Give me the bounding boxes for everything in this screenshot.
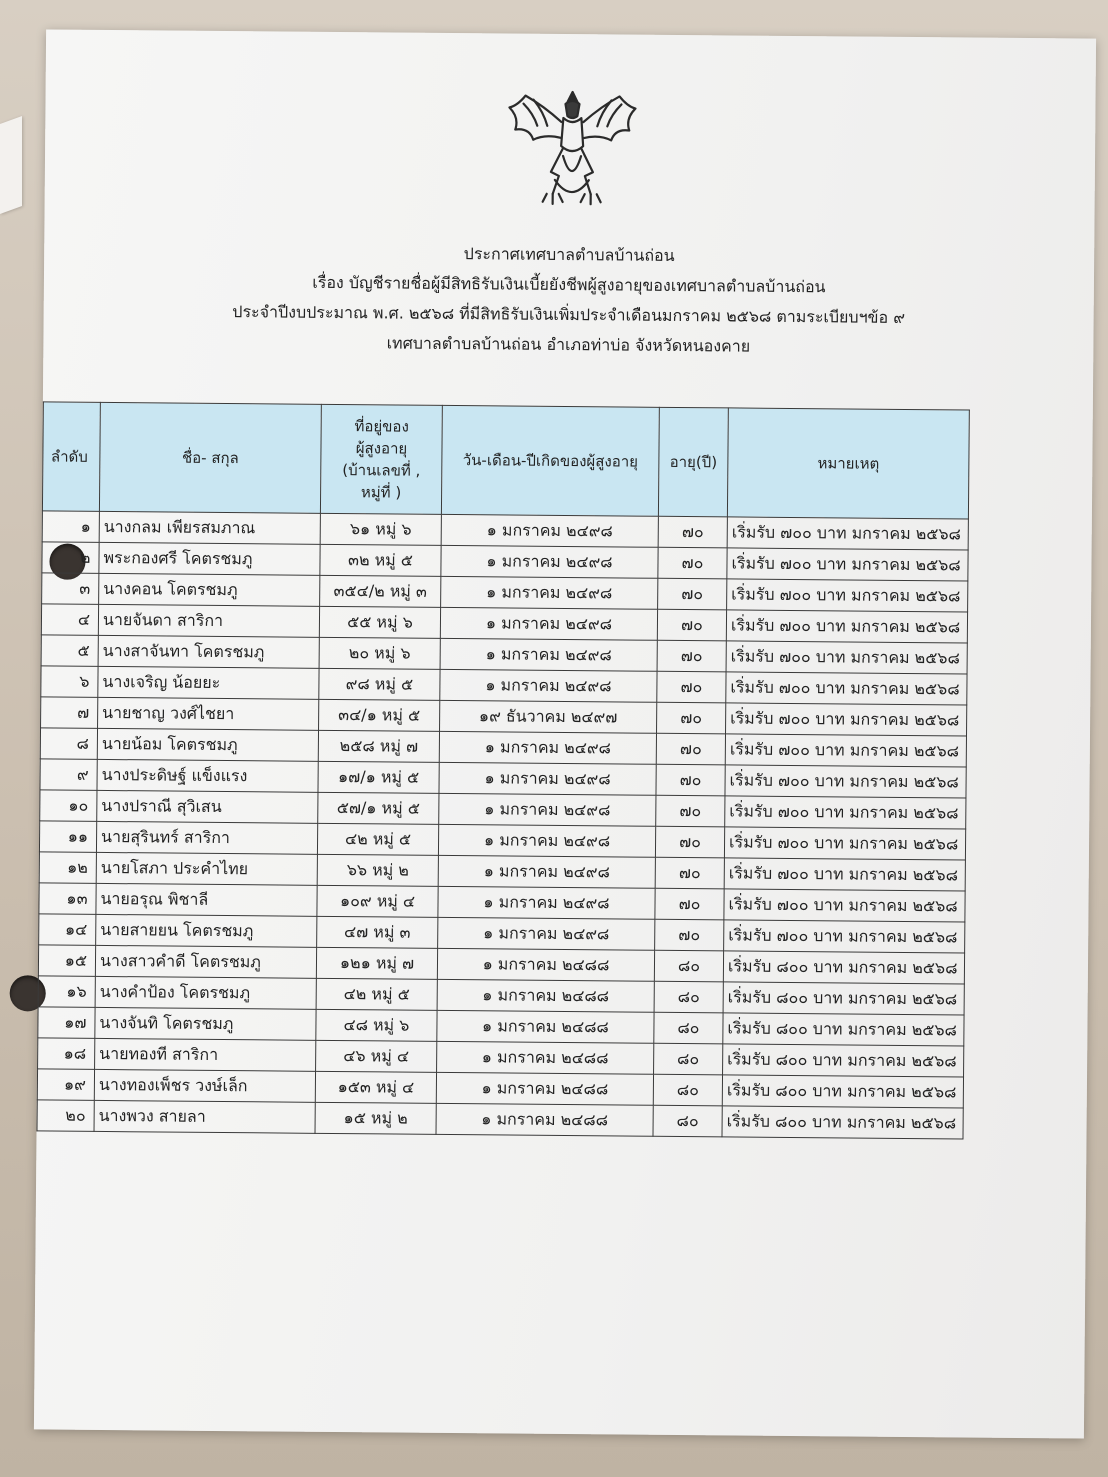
cell-dob: ๑ มกราคม ๒๔๙๘ (439, 793, 656, 826)
cell-note: เริ่มรับ ๗๐๐ บาท มกราคม ๒๕๖๘ (725, 734, 966, 767)
cell-address: ๕๕ หมู่ ๖ (319, 606, 440, 638)
col-header-age: อายุ(ปี) (658, 407, 728, 517)
cell-note: เริ่มรับ ๗๐๐ บาท มกราคม ๒๕๖๘ (724, 858, 965, 891)
cell-name: นายจันดา สาริกา (98, 604, 319, 637)
cell-address: ๔๗ หมู่ ๓ (317, 916, 438, 948)
cell-age: ๗๐ (655, 919, 724, 951)
cell-note: เริ่มรับ ๗๐๐ บาท มกราคม ๒๕๖๘ (726, 610, 967, 643)
cell-age: ๘๐ (654, 950, 723, 982)
cell-age: ๗๐ (655, 857, 724, 889)
cell-no: ๑๕ (38, 945, 95, 976)
cell-age: ๗๐ (657, 609, 726, 641)
cell-dob: ๑ มกราคม ๒๔๙๘ (438, 917, 655, 950)
cell-note: เริ่มรับ ๗๐๐ บาท มกราคม ๒๕๖๘ (724, 889, 965, 922)
cell-age: ๗๐ (657, 702, 726, 734)
cell-note: เริ่มรับ ๗๐๐ บาท มกราคม ๒๕๖๘ (724, 827, 965, 860)
col-header-name: ชื่อ- สกุล (99, 402, 321, 513)
cell-name: นางสาวคำดี โคตรชมภู (95, 945, 316, 978)
cell-age: ๗๐ (656, 764, 725, 796)
cell-age: ๘๐ (654, 981, 723, 1013)
table-body (37, 511, 968, 1139)
cell-dob: ๑ มกราคม ๒๔๙๘ (439, 762, 656, 795)
cell-name: นางเจริญ น้อยยะ (98, 666, 319, 699)
header-period: ประจำปีงบประมาณ พ.ศ. ๒๕๖๘ ที่มีสิทธิรับเงินเพิ่มประจำเดือนมกราคม ๒๕๖๘ ตามระเบียบฯข้อ ๙ (232, 302, 906, 327)
garuda-emblem-icon (503, 85, 642, 208)
cell-dob: ๑ มกราคม ๒๔๙๘ (438, 886, 655, 919)
cell-no: ๑๔ (39, 914, 96, 945)
cell-name: นายสายยน โคตรชมภู (96, 914, 317, 947)
cell-note: เริ่มรับ ๘๐๐ บาท มกราคม ๒๕๖๘ (722, 1106, 963, 1139)
cell-note: เริ่มรับ ๗๐๐ บาท มกราคม ๒๕๖๘ (727, 548, 968, 581)
cell-dob: ๑ มกราคม ๒๔๘๘ (437, 1010, 654, 1043)
cell-dob: ๑ มกราคม ๒๔๘๘ (437, 948, 654, 981)
adjacent-paper-edge (0, 116, 22, 214)
cell-note: เริ่มรับ ๘๐๐ บาท มกราคม ๒๕๖๘ (723, 1044, 964, 1077)
cell-address: ๒๕๘ หมู่ ๗ (318, 730, 439, 762)
cell-dob: ๑ มกราคม ๒๔๙๘ (438, 824, 655, 857)
cell-no: ๑๖ (38, 976, 95, 1007)
cell-age: ๗๐ (655, 826, 724, 858)
col-header-address-l1: ที่อยู่ของ (354, 417, 409, 436)
header-location: เทศบาลตำบลบ้านถ่อน อำเภอท่าบ่อ จังหวัดหนองคาย (386, 333, 751, 356)
cell-address: ๔๖ หมู่ ๔ (316, 1040, 437, 1072)
cell-no: ๑ (42, 511, 99, 542)
document-page (34, 29, 1096, 1438)
cell-name: นางพวง สายลา (94, 1100, 315, 1133)
cell-dob: ๑ มกราคม ๒๔๙๘ (440, 607, 657, 640)
cell-address: ๔๒ หมู่ ๕ (317, 823, 438, 855)
cell-address: ๙๘ หมู่ ๕ (319, 668, 440, 700)
cell-dob: ๑ มกราคม ๒๔๘๘ (436, 1072, 653, 1105)
cell-name: นายน้อม โคตรชมภู (97, 728, 318, 761)
cell-no: ๑๓ (39, 883, 96, 914)
cell-no: ๕ (41, 635, 98, 666)
cell-no: ๓ (42, 573, 99, 604)
cell-no: ๑๘ (38, 1038, 95, 1069)
cell-dob: ๑ มกราคม ๒๔๘๘ (437, 1041, 654, 1074)
cell-note: เริ่มรับ ๘๐๐ บาท มกราคม ๒๕๖๘ (722, 1075, 963, 1108)
document-header (43, 235, 1094, 364)
col-header-note: หมายเหตุ (727, 408, 969, 519)
cell-age: ๘๐ (654, 1043, 723, 1075)
cell-name: นางปราณี สุวิเสน (97, 790, 318, 823)
cell-note: เริ่มรับ ๗๐๐ บาท มกราคม ๒๕๖๘ (724, 920, 965, 953)
cell-dob: ๑ มกราคม ๒๔๙๘ (441, 514, 658, 547)
cell-age: ๗๐ (658, 578, 727, 610)
cell-no: ๑๐ (40, 790, 97, 821)
cell-age: ๗๐ (656, 795, 725, 827)
cell-note: เริ่มรับ ๗๐๐ บาท มกราคม ๒๕๖๘ (727, 579, 968, 612)
cell-age: ๗๐ (655, 888, 724, 920)
cell-address: ๓๒ หมู่ ๕ (320, 544, 441, 576)
cell-address: ๑๒๑ หมู่ ๗ (316, 947, 437, 979)
cell-name: นายชาญ วงศ์ไชยา (98, 697, 319, 730)
cell-dob: ๑ มกราคม ๒๔๙๘ (440, 669, 657, 702)
cell-address: ๑๕ หมู่ ๒ (315, 1102, 436, 1134)
cell-note: เริ่มรับ ๘๐๐ บาท มกราคม ๒๕๖๘ (723, 982, 964, 1015)
cell-age: ๗๐ (657, 671, 726, 703)
cell-note: เริ่มรับ ๘๐๐ บาท มกราคม ๒๕๖๘ (723, 1013, 964, 1046)
cell-address: ๔๘ หมู่ ๖ (316, 1009, 437, 1041)
cell-name: นายอรุณ พิชาลี (96, 883, 317, 916)
cell-address: ๖๑ หมู่ ๖ (320, 513, 441, 545)
cell-age: ๗๐ (656, 733, 725, 765)
cell-no: ๔ (41, 604, 98, 635)
col-header-address-l3: (บ้านเลขที่ , (342, 461, 421, 480)
cell-no: ๒๐ (37, 1100, 94, 1131)
cell-address: ๓๔/๑ หมู่ ๕ (319, 699, 440, 731)
col-header-no: ลำดับ (42, 402, 100, 511)
cell-address: ๑๕๓ หมู่ ๔ (315, 1071, 436, 1103)
col-header-address-l2: ผู้สูงอายุ (355, 439, 408, 458)
header-title: ประกาศเทศบาลตำบลบ้านถ่อน (463, 244, 675, 265)
cell-no: ๑๗ (38, 1007, 95, 1038)
cell-age: ๗๐ (658, 547, 727, 579)
cell-no: ๙ (40, 759, 97, 790)
beneficiary-table (37, 401, 970, 1139)
cell-note: เริ่มรับ ๗๐๐ บาท มกราคม ๒๕๖๘ (726, 703, 967, 736)
cell-name: นางคำป้อง โคตรชมภู (95, 976, 316, 1009)
col-header-address (320, 404, 442, 514)
cell-note: เริ่มรับ ๗๐๐ บาท มกราคม ๒๕๖๘ (725, 796, 966, 829)
table-header-row (42, 402, 969, 519)
cell-dob: ๑ มกราคม ๒๔๙๘ (438, 855, 655, 888)
cell-note: เริ่มรับ ๗๐๐ บาท มกราคม ๒๕๖๘ (726, 672, 967, 705)
cell-dob: ๑๙ ธันวาคม ๒๔๙๗ (440, 700, 657, 733)
cell-address: ๔๒ หมู่ ๕ (316, 978, 437, 1010)
cell-age: ๘๐ (653, 1074, 722, 1106)
cell-address: ๑๐๙ หมู่ ๔ (317, 885, 438, 917)
cell-name: นายสุรินทร์ สาริกา (96, 821, 317, 854)
cell-name: นางทองเพ็ชร วงษ์เล็ก (94, 1069, 315, 1102)
cell-address: ๒๐ หมู่ ๖ (319, 637, 440, 669)
cell-age: ๗๐ (657, 640, 726, 672)
cell-no: ๘ (40, 728, 97, 759)
cell-age: ๘๐ (653, 1105, 722, 1137)
cell-note: เริ่มรับ ๗๐๐ บาท มกราคม ๒๕๖๘ (726, 641, 967, 674)
cell-name: พระกองศรี โคตรชมภู (99, 542, 320, 575)
header-subject: เรื่อง บัญชีรายชื่อผู้มีสิทธิรับเงินเบี้ยยังชีพผู้สูงอายุของเทศบาลตำบลบ้านถ่อน (312, 272, 826, 297)
cell-name: นายโสภา ประคำไทย (96, 852, 317, 885)
cell-no: ๗ (41, 697, 98, 728)
cell-address: ๓๕๔/๒ หมู่ ๓ (320, 575, 441, 607)
cell-name: นางจันทิ โคตรชมภู (95, 1007, 316, 1040)
cell-name: นางกลม เพียรสมภาณ (99, 511, 320, 544)
cell-dob: ๑ มกราคม ๒๔๙๘ (441, 576, 658, 609)
cell-name: นายทองที สาริกา (95, 1038, 316, 1071)
col-header-dob: วัน-เดือน-ปีเกิดของผู้สูงอายุ (441, 405, 659, 516)
cell-name: นางสาจันทา โคตรชมภู (98, 635, 319, 668)
cell-name: นางคอน โคตรชมภู (99, 573, 320, 606)
cell-dob: ๑ มกราคม ๒๔๘๘ (436, 1103, 653, 1136)
cell-note: เริ่มรับ ๗๐๐ บาท มกราคม ๒๕๖๘ (725, 765, 966, 798)
cell-no: ๒ (42, 542, 99, 573)
cell-address: ๕๗/๑ หมู่ ๕ (318, 792, 439, 824)
cell-age: ๗๐ (658, 516, 727, 548)
cell-no: ๑๑ (39, 821, 96, 852)
cell-dob: ๑ มกราคม ๒๔๙๘ (439, 731, 656, 764)
cell-dob: ๑ มกราคม ๒๔๙๘ (441, 545, 658, 578)
cell-note: เริ่มรับ ๘๐๐ บาท มกราคม ๒๕๖๘ (723, 951, 964, 984)
cell-no: ๑๙ (37, 1069, 94, 1100)
cell-age: ๘๐ (654, 1012, 723, 1044)
col-header-address-l4: หมู่ที่ ) (360, 483, 402, 502)
cell-note: เริ่มรับ ๗๐๐ บาท มกราคม ๒๕๖๘ (727, 517, 968, 550)
cell-dob: ๑ มกราคม ๒๔๘๘ (437, 979, 654, 1012)
cell-dob: ๑ มกราคม ๒๔๙๘ (440, 638, 657, 671)
cell-no: ๑๒ (39, 852, 96, 883)
cell-address: ๖๖ หมู่ ๒ (317, 854, 438, 886)
cell-name: นางประดิษฐ์ แข็งแรง (97, 759, 318, 792)
cell-address: ๑๗/๑ หมู่ ๕ (318, 761, 439, 793)
cell-no: ๖ (41, 666, 98, 697)
